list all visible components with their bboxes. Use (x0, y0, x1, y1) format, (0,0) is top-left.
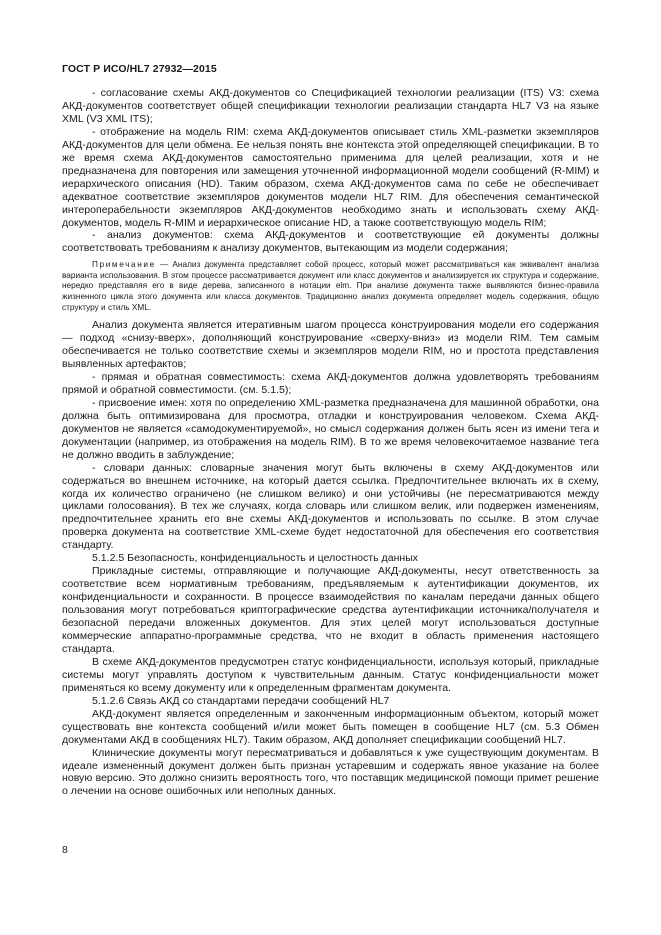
paragraph-data-dictionaries: - словари данных: словарные значения могут быть включены в схему АКД-документов или содержаться во внешнем источнике, на который дается ссылка. Предпочтительнее включать их в схему, когда их количество ограничено (не слишком велико) и они устойчивы (не пересматриваются между циклами голосования). В тех же случаях, когда словарь или слишком велик, или подвержен изменениям, предпочтительнее хранить его вне схемы АКД-документов и использовать по ссылке. В этом случае проверка документа на соответствие XML-схеме будет недостаточной для обеспечения его соответствия стандарту. (62, 461, 599, 552)
paragraph-naming: - присвоение имен: хотя по определению XML-разметка предназначена для машинной обработки, она должна быть оптимизирована для просмотра, отладки и конструирования человеком. Схема АКД-документов не является «самодокументируемой», но смысл содержания должен быть ясен из имени тега и документации (например, из отображения на модель RIM). В то же время человекочитаемое название тега не должно вводить в заблуждение; (62, 396, 599, 461)
paragraph-iterative-analysis: Анализ документа является итеративным шагом процесса конструирования модели его содержания — подход «снизу-вверх», дополняющий конструирование «сверху-вниз» из модели RIM. Тем самым обеспечивается не только соответствие схемы и экземпляров модели RIM, но и простота представления выявленных артефактов; (62, 319, 599, 370)
paragraph-compatibility: - прямая и обратная совместимость: схема АКД-документов должна удовлетворять требованиям прямой и обратной совместимости. (см. 5.1.5); (62, 370, 599, 396)
note-text: — Анализ документа представляет собой процесс, который может рассматриваться как эквивалент анализа варианта использования. В этом процессе рассматривается документ или класс документов и анализируется их структура и содержание, нередко представляя его в виде дерева, записанного в нотации elm. При анализе документа также выявляются бизнес-правила жизненного цикла этого документа или класса документов. Традиционно анализ документа определяет модель содержания, общую структуру и стиль XML. (62, 260, 599, 312)
section-heading-5-1-2-6: 5.1.2.6 Связь АКД со стандартами передачи сообщений HL7 (92, 694, 390, 707)
note-block (62, 260, 599, 313)
page-number: 8 (62, 844, 68, 856)
paragraph-its-conformance: - согласование схемы АКД-документов со Спецификацией технологии реализации (ITS) V3: схема АКД-документов соответствует общей спецификации технологии реализации стандарта HL7 V3 на языке XML (V3 XML ITS); (62, 87, 599, 125)
note-label: Примечание (92, 260, 156, 270)
paragraph-hl7-messages: АКД-документ является определенным и законченным информационным объектом, который может существовать вне контекста сообщений и/или может быть помещен в сообщение HL7 (см. 5.3 Обмен документами АКД в сообщениях HL7). Таким образом, АКД дополняет спецификации сообщений HL7. (62, 707, 599, 746)
paragraph-confidentiality: В схеме АКД-документов предусмотрен статус конфиденциальности, используя который, прикладные системы могут управлять доступом к чувствительным данным. Статус конфиденциальности может применяться ко всему документу или к определенным фрагментам документа. (62, 655, 599, 694)
paragraph-security: Прикладные системы, отправляющие и получающие АКД-документы, несут ответственность за соответствие всем нормативным требованиям, предъявляемым к аутентификации документов, их конфиденциальности и сохранности. В процессе взаимодействия по каналам передачи данных общего пользования могут потребоваться криптографические средства аутентификации источника/получателя и безопасной передачи вложенных документов. Для этих целей могут использоваться доступные коммерческие аппаратно-программные средства, что не входит в область применения настоящего стандарта. (62, 565, 599, 655)
paragraph-document-revision: Клинические документы могут пересматриваться и добавляться к уже существующим документам. В идеале измененный документ должен быть признан устаревшим и содержать явное указание на более новую версию. Это должно снизить вероятность того, что поставщик медицинской помощи примет решение о лечении на основе ошибочных или неполных данных. (62, 746, 599, 798)
paragraph-rim-mapping: - отображение на модель RIM: схема АКД-документов описывает стиль XML-разметки экземпляров АКД-документов для цели обмена. Ее нельзя понять вне контекста этой определяющей спецификации. В то же время схема АКД-документов самостоятельно применима для целей реализации, хотя и не предназначена для повторения или замещения уточненной информационной модели сообщений (R-MIM) и иерархического описания (HD). Таким образом, схема АКД-документов сама по себе не обеспечивает адекватное соответствие экземпляров документов модели HL7 RIM. Для обеспечения семантической интероперабельности экземпляров АКД-документов необходимо знать и использовать схему АКД-документов, модель R-MIM и иерархическое описание HD, а также соответствующую модель RIM; (62, 125, 599, 229)
body-text (62, 87, 599, 798)
paragraph-document-analysis: - анализ документов: схема АКД-документов и соответствующие ей документы должны соответствовать требованиям к анализу документов, вытекающим из модели содержания; (62, 229, 599, 255)
standard-header: ГОСТ Р ИСО/HL7 27932—2015 (62, 63, 217, 75)
section-heading-5-1-2-5: 5.1.2.5 Безопасность, конфиденциальность и целостность данных (92, 552, 419, 565)
